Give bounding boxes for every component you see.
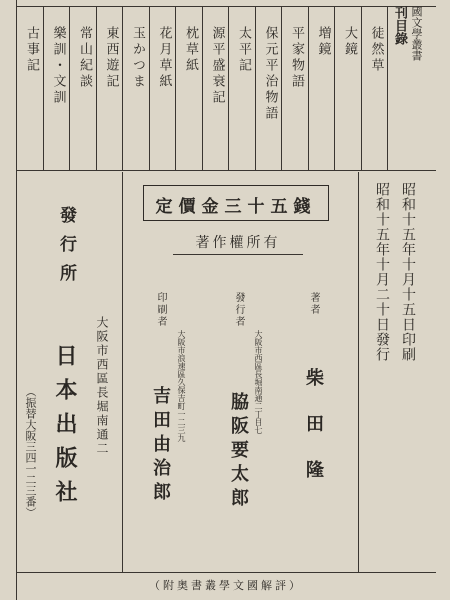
column-divider xyxy=(255,6,256,170)
book-title: 大鏡 xyxy=(342,26,357,58)
issue-date: 昭和十五年十月二十日發行 xyxy=(374,182,390,362)
catalogue-bottom-rule xyxy=(16,170,436,171)
series-mark: 刊目錄 xyxy=(392,6,407,45)
column-divider xyxy=(122,6,123,170)
column-divider xyxy=(308,6,309,170)
publisher-account: （振替大阪三四一二三番） xyxy=(24,386,37,518)
book-title: 枕草紙 xyxy=(183,26,198,74)
top-border xyxy=(16,6,436,7)
book-title: 保元平治物語 xyxy=(262,26,278,122)
column-divider xyxy=(334,6,335,170)
left-border xyxy=(16,0,17,600)
date-divider xyxy=(358,172,359,572)
issuer-name: 脇阪要太郎 xyxy=(228,392,249,512)
book-title: 増鏡 xyxy=(315,26,331,58)
book-title: 常山紀談 xyxy=(77,26,92,90)
publisher-label: 發行所 xyxy=(56,206,76,293)
column-divider xyxy=(228,6,229,170)
book-title: 平家物語 xyxy=(289,26,304,90)
author-name: 柴田隆 xyxy=(303,368,324,506)
column-divider xyxy=(175,6,176,170)
book-title: 樂訓・文訓 xyxy=(50,26,66,106)
footer-rule xyxy=(16,572,436,573)
book-title: 東西遊記 xyxy=(103,26,119,90)
publisher-divider xyxy=(122,172,123,572)
printer-address: 大阪市浪速區久保吉町一二三九 xyxy=(177,330,186,442)
column-divider xyxy=(361,6,362,170)
column-divider xyxy=(387,6,388,170)
issuer-address: 大阪市西區長堀南通二丁目七 xyxy=(254,330,263,434)
print-date: 昭和十五年十月十五日印刷 xyxy=(400,182,416,362)
book-title: 太平記 xyxy=(236,26,251,74)
price-text: 定價金三十五錢 xyxy=(155,197,317,217)
book-title: 古事記 xyxy=(24,26,39,74)
footer-text: （附奥書叢學文國解評） xyxy=(149,579,303,592)
printer-name: 吉田由治郎 xyxy=(150,386,171,506)
book-title: 徒然草 xyxy=(368,26,384,74)
column-divider xyxy=(281,6,282,170)
series-name: 國文學叢書 xyxy=(410,6,423,61)
column-divider xyxy=(149,6,150,170)
publisher-address: 大阪市西區長堀南通二 xyxy=(95,316,109,456)
column-divider xyxy=(69,6,70,170)
price-box xyxy=(143,185,329,221)
column-divider xyxy=(202,6,203,170)
publisher-name: 日本出版社 xyxy=(52,344,78,514)
book-title: 玉かつま xyxy=(130,26,145,90)
issuer-label: 發行者 xyxy=(233,292,244,328)
book-title: 花月草紙 xyxy=(156,26,172,90)
copyright-notice: 著作權所有 xyxy=(173,232,303,255)
book-title: 源平盛衰記 xyxy=(209,26,225,106)
column-divider xyxy=(96,6,97,170)
author-label: 著者 xyxy=(308,292,319,316)
printer-label: 印刷者 xyxy=(155,292,166,328)
column-divider xyxy=(43,6,44,170)
